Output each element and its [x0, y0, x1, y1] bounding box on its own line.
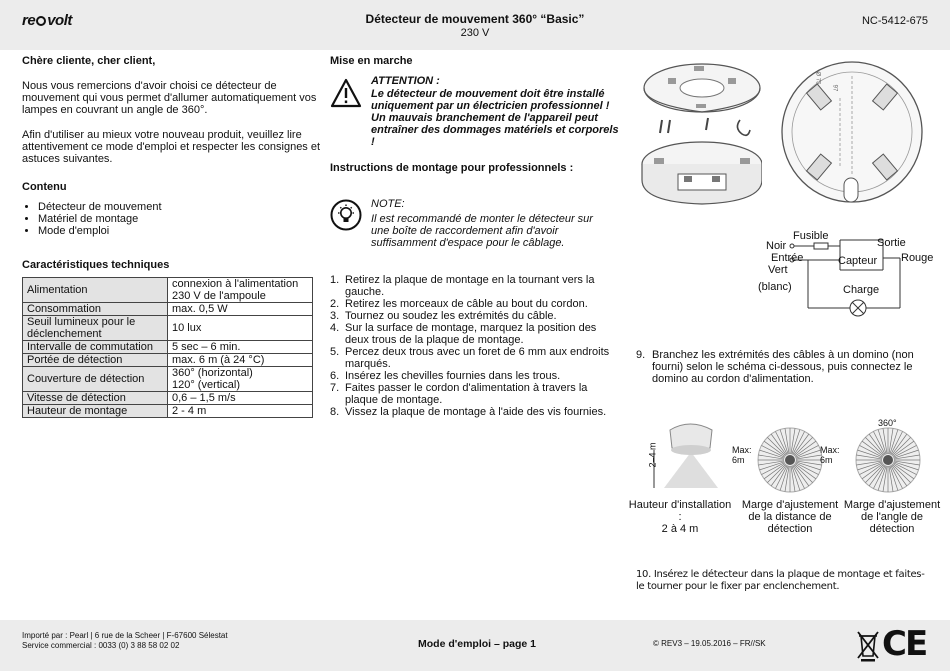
product-reference: NC-5412-675: [861, 15, 928, 27]
table-row: [23, 405, 313, 418]
table-row: [23, 354, 313, 367]
step-text: Vissez la plaque de montage à l'aide des vis fournies.: [345, 406, 607, 418]
list-item: • Matériel de montage: [38, 213, 322, 225]
greeting: Chère cliente, cher client,: [22, 55, 156, 67]
step-text: Percez deux trous avec un foret de 6 mm aux endroits marqués.: [345, 346, 610, 370]
sensor-dot: [785, 455, 795, 465]
importer-info: [22, 631, 228, 651]
height-range-label: 2–4 m: [647, 442, 658, 468]
intro-paragraph: Nous vous remercions d'avoir choisi ce détecteur de mouvement qui vous permet d'allumer automatiquement vos lampes en couvrant un angle de 360°.: [22, 80, 317, 116]
step-text: Tournez ou soudez les extrémités du câble.: [345, 310, 557, 322]
distance-range-figure: [755, 425, 825, 495]
column-installation: [330, 55, 620, 67]
mount-heading: Instructions de montage pour professionnels :: [330, 162, 574, 174]
mounting-steps-list: [330, 274, 620, 418]
caption-distance: Marge d'ajustement de la distance de détection: [741, 499, 839, 535]
contents-heading: Contenu: [22, 181, 67, 193]
spec-label: Couverture de détection: [23, 367, 168, 392]
revision-info: © REV3 – 19.05.2016 – FR//SK: [653, 639, 766, 648]
step-number: 5.: [330, 346, 340, 358]
spec-label: Seuil lumineux pour le déclenchement: [23, 316, 168, 341]
list-item: [330, 298, 620, 310]
table-row: [23, 278, 313, 303]
weee-bin-icon: [856, 628, 880, 662]
wire-label-charge: Charge: [843, 284, 880, 296]
wire-label-blanc: (blanc): [758, 281, 792, 293]
wiring-diagram: [788, 238, 908, 318]
wire-label-vert: Vert: [768, 264, 788, 276]
spec-label: Alimentation: [23, 278, 168, 303]
specs-table: [22, 277, 313, 418]
contents-list: [38, 201, 322, 237]
column-introduction: [22, 55, 322, 418]
list-item: [330, 382, 620, 406]
spec-value: connexion à l'alimentation 230 V de l'ampoule: [168, 278, 313, 303]
spec-value: 10 lux: [168, 316, 313, 341]
wire-label-fusible: Fusible: [793, 230, 829, 242]
table-row: [23, 367, 313, 392]
step-number: 6.: [330, 370, 340, 382]
caption-height: Hauteur d'installation : 2 à 4 m: [628, 499, 732, 535]
step-number: 4.: [330, 322, 340, 334]
note-text: Il est recommandé de monter le détecteur sur une boîte de raccordement afin d'avoir suffisamment d'espace pour le câblage.: [371, 213, 593, 249]
step-number: 1.: [330, 274, 340, 286]
mounting-plate-illustration: [632, 58, 762, 208]
step-text: Retirez les morceaux de câble au bout du cordon.: [345, 298, 588, 310]
step-number: 2.: [330, 298, 340, 310]
advice-paragraph: Afin d'utiliser au mieux votre nouveau produit, veuillez lire attentivement ce mode d'emploi et respecter les consignes et astuces suivantes.: [22, 129, 321, 165]
brand-logo: re volt: [22, 12, 72, 29]
installation-height-figure: [647, 420, 724, 490]
ce-mark-icon: CE: [882, 624, 927, 664]
document-title: Détecteur de mouvement 360° “Basic”: [365, 12, 585, 26]
step-9-text: Branchez les extrémités des câbles à un domino (non fourni) selon le schéma ci-dessous, puis connectez le domino au cordon d'alimentation.: [652, 349, 914, 385]
step-text: Sur la surface de montage, marquez la position des deux trous de la plaque de montage.: [345, 322, 597, 346]
list-item: [330, 406, 620, 418]
wire-label-noir: Noir: [766, 240, 787, 252]
sensor-dot: [883, 455, 893, 465]
note-title: NOTE:: [371, 198, 405, 210]
step-text: Retirez la plaque de montage en la tournant vers la gauche.: [345, 274, 595, 298]
table-row: [23, 341, 313, 354]
lightbulb-tip-icon: [330, 199, 362, 231]
spec-value: 5 sec – 6 min.: [168, 341, 313, 354]
page-label: Mode d'emploi – page 1: [418, 638, 537, 650]
spec-label: Consommation: [23, 303, 168, 316]
step-number: 7.: [330, 382, 340, 394]
spec-label: Portée de détection: [23, 354, 168, 367]
warning-triangle-icon: [330, 78, 362, 108]
spec-value: max. 6 m (à 24 °C): [168, 354, 313, 367]
angle-label: 360°: [878, 418, 897, 428]
max-label: Max:: [732, 445, 752, 455]
list-item: [330, 310, 620, 322]
list-item: [330, 346, 620, 370]
wire-label-entree: Entrée: [771, 252, 804, 264]
document-subtitle: 230 V: [460, 27, 490, 39]
attention-text: Le détecteur de mouvement doit être installé uniquement par un électricien professionnel ! Un mauvais branchement de l'appareil peut entraîner des dommages matériels et corporels !: [371, 88, 619, 148]
wire-label-rouge: Rouge: [901, 252, 934, 264]
service-phone: Service commercial : 0033 (0) 3 88 58 02 02: [22, 641, 180, 650]
wire-label-sortie: Sortie: [877, 237, 906, 249]
max-distance-label: [732, 445, 752, 465]
step-number: 9.: [636, 349, 646, 361]
list-item: [330, 370, 620, 382]
max-distance-label-right: [820, 445, 840, 465]
section-heading: Mise en marche: [330, 55, 413, 67]
spec-label: Hauteur de montage: [23, 405, 168, 418]
table-row: [23, 316, 313, 341]
list-item: [330, 274, 620, 298]
step-number: 3.: [330, 310, 340, 322]
dimension-label-1: Ø 75: [814, 71, 821, 85]
list-item: [330, 322, 620, 346]
importer-address: Importé par : Pearl | 6 rue de la Scheer | F-67600 Sélestat: [22, 631, 228, 640]
step-10-text: 10. Insérez le détecteur dans la plaque de montage et faites-le tourner pour le fixer par enclenchement.: [636, 569, 925, 592]
detector-top-view-illustration: [770, 58, 935, 208]
spec-value: 2 - 4 m: [168, 405, 313, 418]
list-item: • Mode d'emploi: [38, 225, 322, 237]
specs-heading: Caractéristiques techniques: [22, 259, 170, 271]
max-label: Max:: [820, 445, 840, 455]
list-item: • Détecteur de mouvement: [38, 201, 322, 213]
dimension-label-2: 97: [831, 84, 838, 92]
spec-value: 360° (horizontal) 120° (vertical): [168, 367, 313, 392]
spec-label: Intervalle de commutation: [23, 341, 168, 354]
spec-label: Vitesse de détection: [23, 392, 168, 405]
angle-range-figure: [853, 425, 923, 495]
max-value: 6m: [820, 455, 833, 465]
step-text: Faites passer le cordon d'alimentation à travers la plaque de montage.: [345, 382, 588, 406]
wire-label-capteur: Capteur: [838, 255, 878, 267]
step-text: Insérez les chevilles fournies dans les trous.: [345, 370, 561, 382]
logo-circle-icon: [36, 16, 46, 26]
max-value: 6m: [732, 455, 745, 465]
table-row: [23, 392, 313, 405]
attention-title: ATTENTION :: [371, 75, 440, 87]
caption-angle: Marge d'ajustement de l'angle de détection: [843, 499, 941, 535]
spec-value: max. 0,5 W: [168, 303, 313, 316]
step-number: 8.: [330, 406, 340, 418]
spec-value: 0,6 – 1,5 m/s: [168, 392, 313, 405]
table-row: [23, 303, 313, 316]
